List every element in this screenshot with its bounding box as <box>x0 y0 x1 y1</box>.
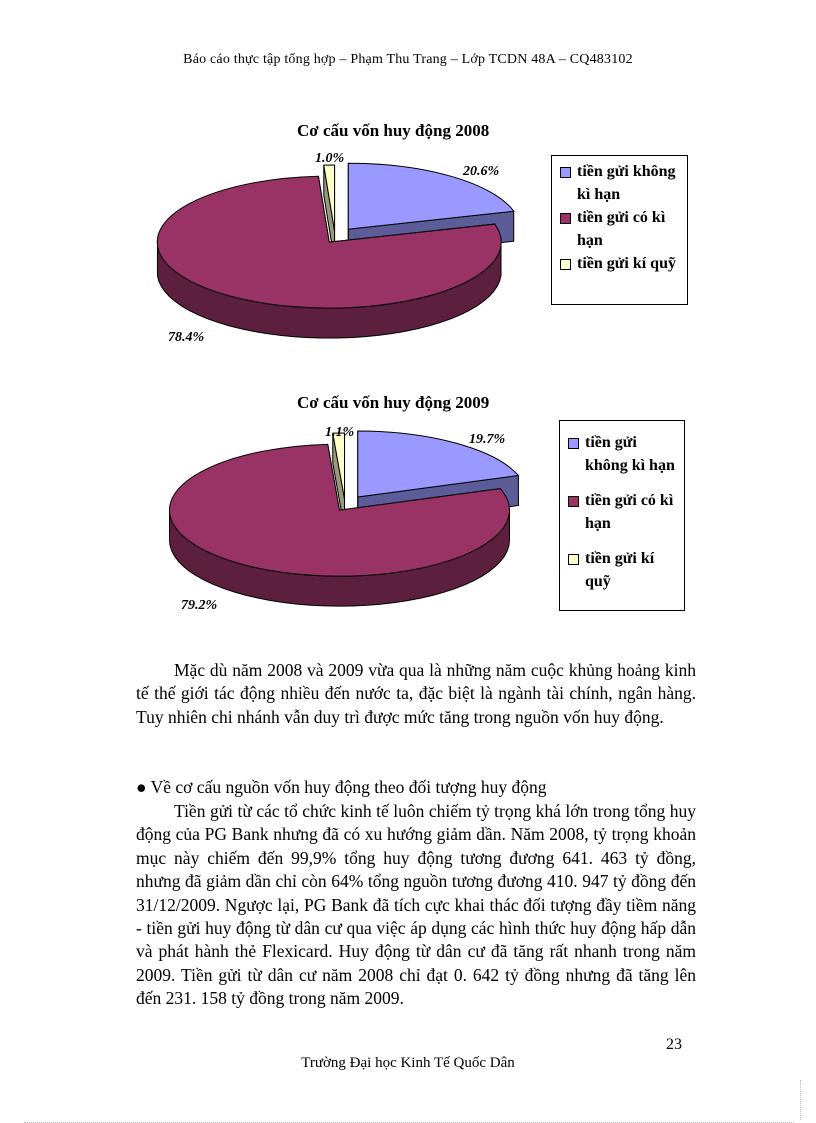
paragraph-2: Tiền gửi từ các tổ chức kinh tế luôn chiếm tỷ trọng khá lớn trong tổng huy động của PG Bank nhưng đã có xu hướng giảm dần. Năm 2008, tỷ trọng khoản mục này chiếm đến 99,9% tổng huy động tương đương 641. 463 tỷ đồng, nhưng đã giảm dần chỉ còn 64% tổng nguồn tương đương 410. 947 tỷ đồng đến 31/12/2009. Ngược lại, PG Bank đã tích cực khai thác đối tượng đầy tiềm năng - tiền gửi huy động từ dân cư qua việc áp dụng các hình thức huy động hấp dẫn và phát hành thẻ Flexicard. Huy động từ dân cư đã tăng rất nhanh trong năm 2009. Tiền gửi từ dân cư năm 2008 chỉ đạt 0. 642 tỷ đồng nhưng đã tăng lên đến 231. 158 tỷ đồng trong năm 2009. <box>136 801 696 1009</box>
margin-divider <box>800 1080 801 1120</box>
pie-label-2008-ki-quy: 1.0% <box>315 151 345 166</box>
paragraph-1: Mặc dù năm 2008 và 2009 vừa qua là những năm cuộc khủng hoảng kinh tế thế giới tác động nhiều đến nước ta, đặc biệt là ngành tài chính, ngân hàng. Tuy nhiên chi nhánh vẫn duy trì được mức tăng trong nguồn vốn huy động. <box>136 660 696 727</box>
pie-label-2009-khong-ki-han: 19.7% <box>469 432 506 447</box>
legend-item-co-ki-han: tiền gửi có kì hạn <box>568 489 678 535</box>
page-footer: Trường Đại học Kinh Tế Quốc Dân <box>301 1055 515 1071</box>
legend-item-co-ki-han: tiền gửi có kì hạn <box>560 206 681 252</box>
chart-title-2008: Cơ cấu vốn huy động 2008 <box>297 121 490 140</box>
page-header: Báo cáo thực tập tổng hợp – Phạm Thu Trang – Lớp TCDN 48A – CQ483102 <box>183 52 633 67</box>
legend-item-khong-ki-han: tiền gửi không kì hạn <box>568 431 678 477</box>
bullet-heading: ● Về cơ cấu nguồn vốn huy động theo đối tượng huy động <box>136 777 547 797</box>
pie-label-2009-ki-quy: 1.1% <box>325 425 355 440</box>
legend-item-khong-ki-han: tiền gửi không kì hạn <box>560 160 681 206</box>
page-number: 23 <box>666 1036 682 1053</box>
chart-title-2009: Cơ cấu vốn huy động 2009 <box>297 393 490 412</box>
pie-label-2008-co-ki-han: 78.4% <box>168 330 205 345</box>
chart-legend-2009 <box>559 420 685 611</box>
pie-label-2009-co-ki-han: 79.2% <box>181 598 218 613</box>
legend-item-ki-quy: tiền gửi kí quỹ <box>568 547 678 593</box>
pie-label-2008-khong-ki-han: 20.6% <box>463 164 500 179</box>
legend-swatch <box>568 554 579 565</box>
legend-swatch <box>568 438 579 449</box>
legend-item-ki-quy: tiền gửi kí quỹ <box>560 252 681 275</box>
legend-swatch <box>568 496 579 507</box>
